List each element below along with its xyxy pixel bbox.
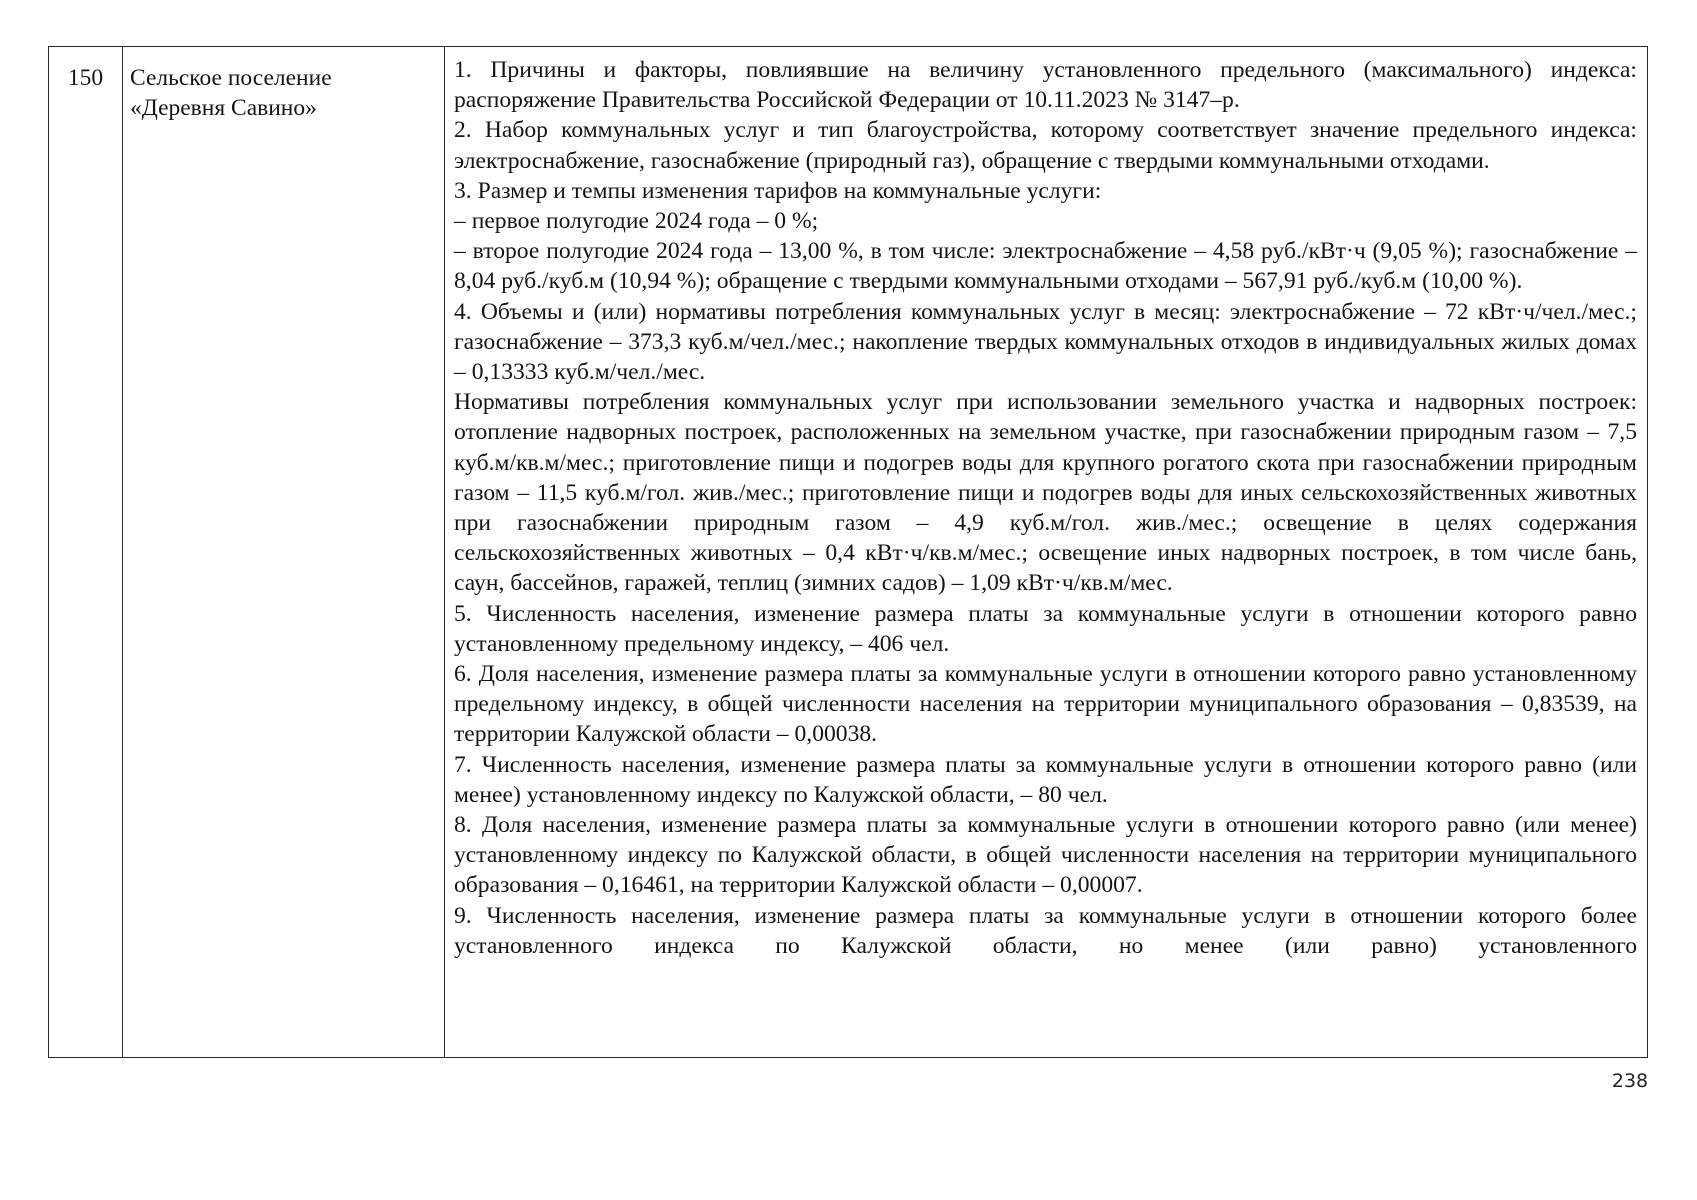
page-number: 238	[1611, 1070, 1649, 1092]
row-number-cell	[49, 47, 123, 1057]
municipality-type: Сельское поселение	[130, 65, 332, 91]
paragraph-first-half: – первое полугодие 2024 года – 0 %;	[454, 208, 819, 235]
paragraph-population-equal: 5. Численность населения, изменение размера платы за коммунальные услуги в отношении которого равно установленному предельному индексу, – 406 чел.	[454, 600, 1637, 657]
municipality-name: «Деревня Савино»	[130, 95, 317, 121]
paragraph-second-half: – второе полугодие 2024 года – 13,00 %, в том числе: электроснабжение – 4,58 руб./кВт·ч (9,05 %); газоснабжение – 8,04 руб./куб.м (10,94 %); обращение с твердыми коммунальными отходами – 567,91 руб./куб.м (10,00 %).	[454, 238, 1637, 295]
paragraph-consumption-volumes: 4. Объемы и (или) нормативы потребления коммунальных услуг в месяц: электроснабжение – 72 кВт·ч/чел./мес.; газоснабжение – 373,3 куб.м/чел./мес.; накопление твердых коммунальных отходов в индивидуальных жилых домах – 0,13333 куб.м/чел./мес.	[454, 298, 1637, 386]
paragraph-population-more: 9. Численность населения, изменение размера платы за коммунальные услуги в отношении которого более установленного индекса по Калужской области, но менее (или равно) установленного	[454, 902, 1637, 959]
description-cell	[445, 47, 1647, 1057]
paragraph-tariffs-heading: 3. Размер и темпы изменения тарифов на коммунальные услуги:	[454, 177, 1102, 204]
paragraph-share-equal: 6. Доля населения, изменение размера платы за коммунальные услуги в отношении которого равно установленному предельному индексу, в общей численности населения на территории муниципального образования – 0,83539, на территории Калужской области – 0,00038.	[454, 661, 1637, 748]
paragraph-reasons: 1. Причины и факторы, повлиявшие на величину установленного предельного (максимального) индекса: распоряжение Правительства Российской Федерации от 10.11.2023 № 3147–р.	[454, 57, 1637, 114]
row-number: 150	[67, 65, 104, 91]
paragraph-share-less: 8. Доля населения, изменение размера платы за коммунальные услуги в отношении которого равно (или менее) установленному индексу по Калужской области, в общей численности населения на территории муниципального образования – 0,16461, на территории Калужской области – 0,00007.	[454, 812, 1637, 899]
paragraph-population-less: 7. Численность населения, изменение размера платы за коммунальные услуги в отношении которого равно (или менее) установленному индексу по Калужской области, – 80 чел.	[454, 751, 1637, 808]
paragraph-land-norms: Нормативы потребления коммунальных услуг при использовании земельного участка и надворных построек: отопление надворных построек, расположенных на земельном участке, при газоснабжении природным газом – 7,5 куб.м/кв.м/мес.; приготовление пищи и подогрев воды для крупного рогатого скота при газоснабжении природным газом – 11,5 куб.м/гол. жив./мес.; приготовление пищи и подогрев воды для иных сельскохозяйственных животных при газоснабжении природным газом – 4,9 куб.м/гол. жив./мес.; освещение в целях содержания сельскохозяйственных животных – 0,4 кВт·ч/кв.м/мес.; освещение иных надворных построек, в том числе бань, саун, бассейнов, гаражей, теплиц (зимних садов) – 1,09 кВт·ч/кв.м/мес.	[454, 389, 1637, 597]
paragraph-services-set: 2. Набор коммунальных услуг и тип благоустройства, которому соответствует значение предельного индекса: электроснабжение, газоснабжение (природный газ), обращение с твердыми коммунальными отходами.	[454, 117, 1637, 174]
municipality-name-cell	[123, 47, 445, 1057]
data-table	[48, 46, 1648, 1058]
